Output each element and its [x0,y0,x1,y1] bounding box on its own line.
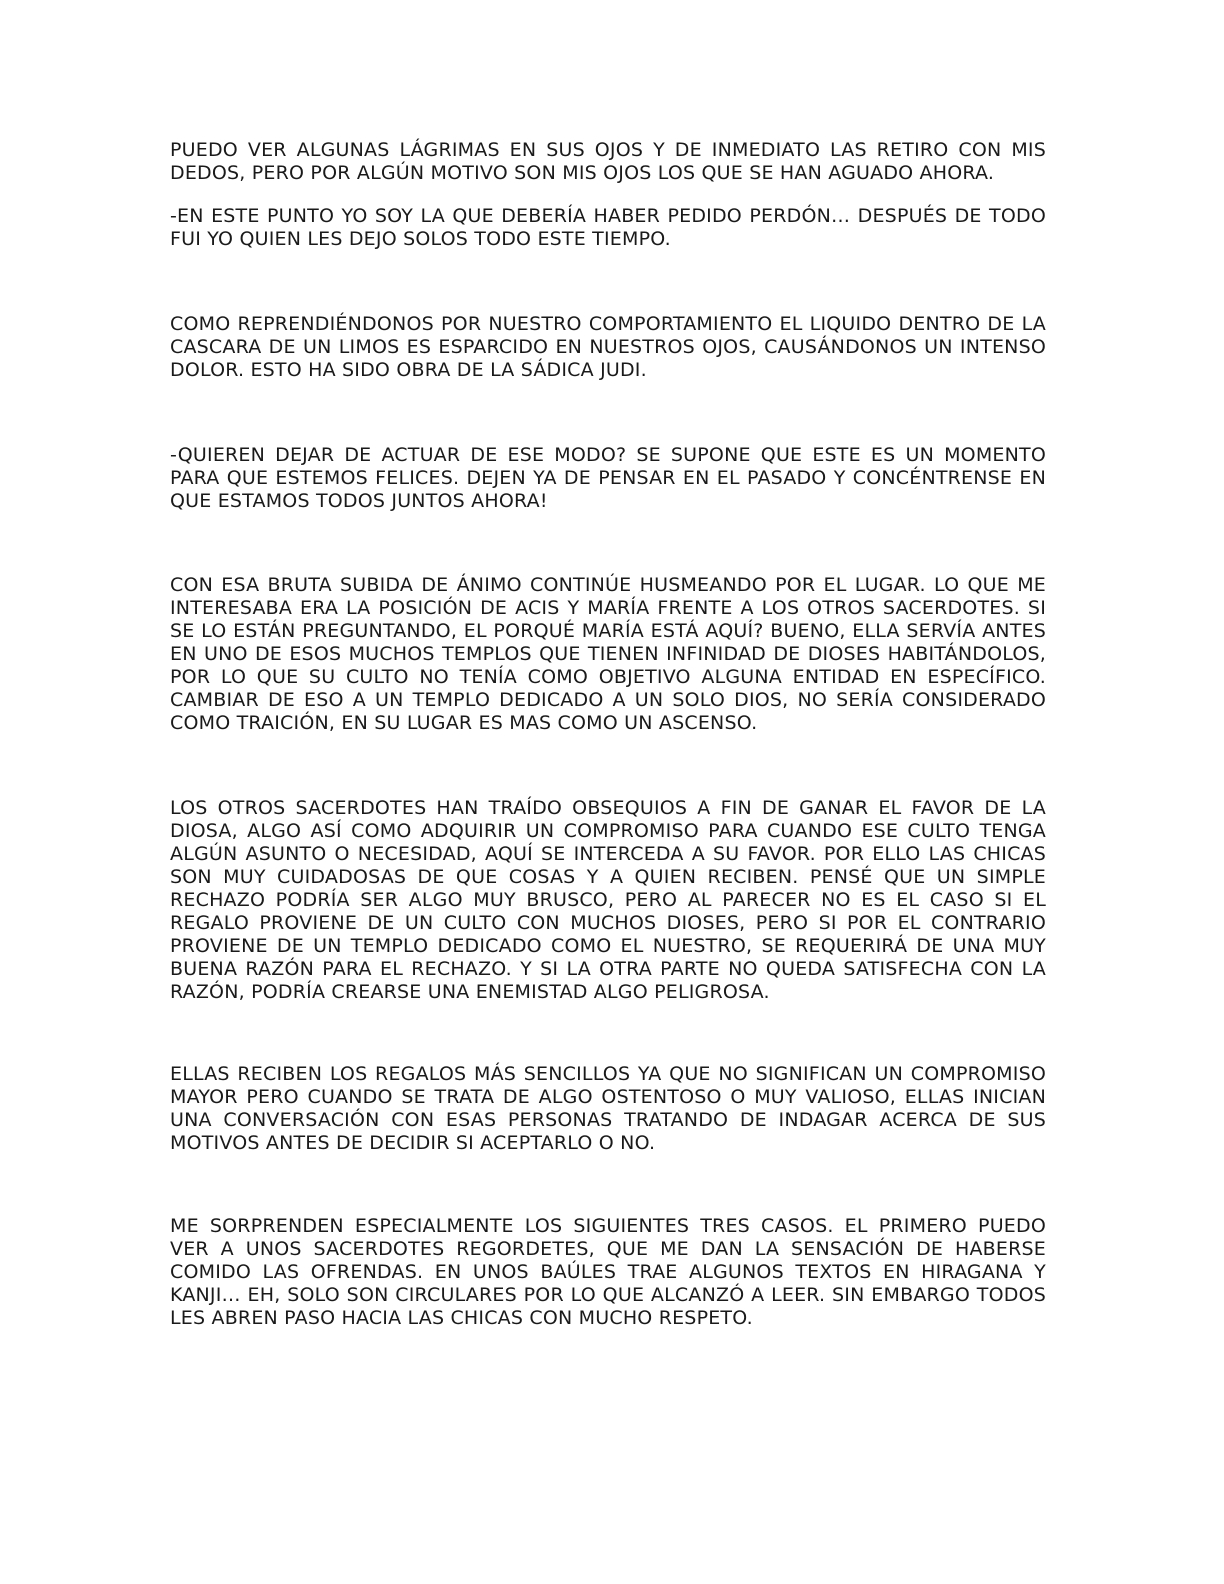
paragraph-4: -QUIEREN DEJAR DE ACTUAR DE ESE MODO? SE SUPONE QUE ESTE ES UN MOMENTO PARA QUE ESTEMOS FELICES. DEJEN YA DE PENSAR EN EL PASADO Y CONCÉNTRENSE EN QUE ESTAMOS TODOS JUNTOS AHORA! [170,444,1046,512]
paragraph-7: ELLAS RECIBEN LOS REGALOS MÁS SENCILLOS YA QUE NO SIGNIFICAN UN COMPROMISO MAYOR PERO CUANDO SE TRATA DE ALGO OSTENTOSO O MUY VALIOSO, ELLAS INICIAN UNA CONVERSACIÓN CON ESAS PERSONAS TRATANDO DE INDAGAR ACERCA DE SUS MOTIVOS ANTES DE DECIDIR SI ACEPTARLO O NO. [170,1063,1046,1154]
paragraph-2: -EN ESTE PUNTO YO SOY LA QUE DEBERÍA HABER PEDIDO PERDÓN… DESPUÉS DE TODO FUI YO QUIEN LES DEJO SOLOS TODO ESTE TIEMPO. [170,205,1046,250]
paragraph-3: COMO REPRENDIÉNDONOS POR NUESTRO COMPORTAMIENTO EL LIQUIDO DENTRO DE LA CASCARA DE UN LIMOS ES ESPARCIDO EN NUESTROS OJOS, CAUSÁNDONOS UN INTENSO DOLOR. ESTO HA SIDO OBRA DE LA SÁDICA JUDI. [170,313,1046,381]
paragraph-6: LOS OTROS SACERDOTES HAN TRAÍDO OBSEQUIOS A FIN DE GANAR EL FAVOR DE LA DIOSA, ALGO ASÍ COMO ADQUIRIR UN COMPROMISO PARA CUANDO ESE CULTO TENGA ALGÚN ASUNTO O NECESIDAD, AQUÍ SE INTERCEDA A SU FAVOR. POR ELLO LAS CHICAS SON MUY CUIDADOSAS DE QUE COSAS Y A QUIEN RECIBEN. PENSÉ QUE UN SIMPLE RECHAZO PODRÍA SER ALGO MUY BRUSCO, PERO AL PARECER NO ES EL CASO SI EL REGALO PROVIENE DE UN CULTO CON MUCHOS DIOSES, PERO SI POR EL CONTRARIO PROVIENE DE UN TEMPLO DEDICADO COMO EL NUESTRO, SE REQUERIRÁ DE UNA MUY BUENA RAZÓN PARA EL RECHAZO. Y SI LA OTRA PARTE NO QUEDA SATISFECHA CON LA RAZÓN, PODRÍA CREARSE UNA ENEMISTAD ALGO PELIGROSA. [170,797,1046,1003]
paragraph-8: ME SORPRENDEN ESPECIALMENTE LOS SIGUIENTES TRES CASOS. EL PRIMERO PUEDO VER A UNOS SACERDOTES REGORDETES, QUE ME DAN LA SENSACIÓN DE HABERSE COMIDO LAS OFRENDAS. EN UNOS BAÚLES TRAE ALGUNOS TEXTOS EN HIRAGANA Y KANJI… EH, SOLO SON CIRCULARES POR LO QUE ALCANZÓ A LEER. SIN EMBARGO TODOS LES ABREN PASO HACIA LAS CHICAS CON MUCHO RESPETO. [170,1215,1046,1329]
paragraph-5: CON ESA BRUTA SUBIDA DE ÁNIMO CONTINÚE HUSMEANDO POR EL LUGAR. LO QUE ME INTERESABA ERA LA POSICIÓN DE ACIS Y MARÍA FRENTE A LOS OTROS SACERDOTES. SI SE LO ESTÁN PREGUNTANDO, EL PORQUÉ MARÍA ESTÁ AQUÍ? BUENO, ELLA SERVÍA ANTES EN UNO DE ESOS MUCHOS TEMPLOS QUE TIENEN INFINIDAD DE DIOSES HABITÁNDOLOS, POR LO QUE SU CULTO NO TENÍA COMO OBJETIVO ALGUNA ENTIDAD EN ESPECÍFICO. CAMBIAR DE ESO A UN TEMPLO DEDICADO A UN SOLO DIOS, NO SERÍA CONSIDERADO COMO TRAICIÓN, EN SU LUGAR ES MAS COMO UN ASCENSO. [170,574,1046,734]
paragraph-1: PUEDO VER ALGUNAS LÁGRIMAS EN SUS OJOS Y DE INMEDIATO LAS RETIRO CON MIS DEDOS, PERO POR ALGÚN MOTIVO SON MIS OJOS LOS QUE SE HAN AGUADO AHORA. [170,139,1046,184]
